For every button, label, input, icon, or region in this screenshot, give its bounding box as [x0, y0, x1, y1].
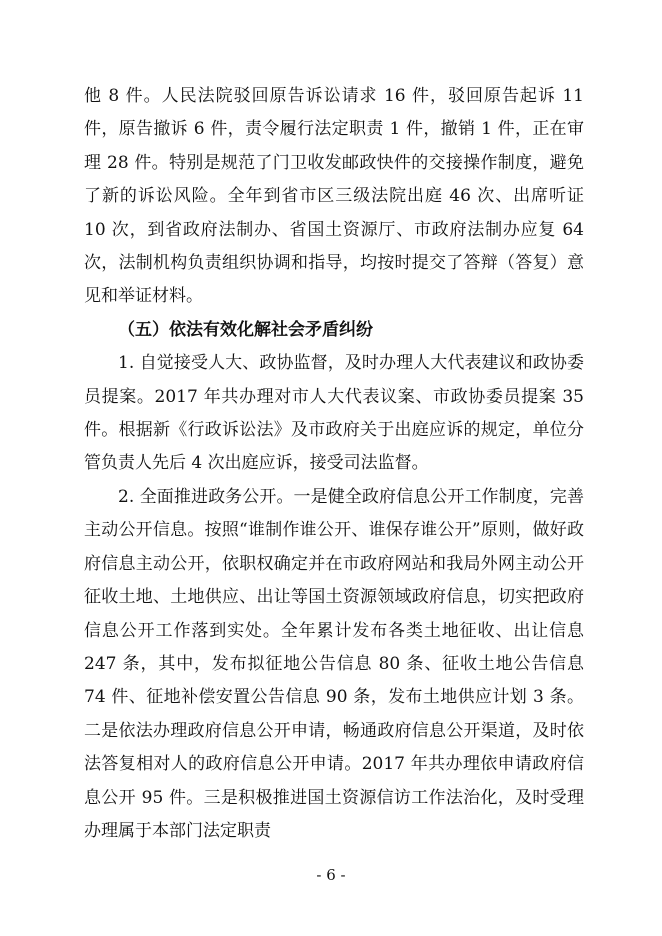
page-number: - 6 - [316, 866, 346, 884]
section-heading: （五）依法有效化解社会矛盾纠纷 [118, 319, 373, 340]
paragraph-item-1: 1. 自觉接受人大、政协监督，及时办理人大代表建议和政协委员提案。2017 年共办理对市人大代表议案、市政协委员提案 35 件。根据新《行政诉讼法》及市政府关于出庭应诉的规定，单位分管负责人先后 4 次出庭应诉，接受司法监督。 [84, 353, 584, 474]
paragraph-item-2: 2. 全面推进政务公开。一是健全政府信息公开工作制度，完善主动公开信息。按照“谁制作谁公开、谁保存谁公开”原则，做好政府信息主动公开，依职权确定并在市政府网站和我局外网主动公开征收土地、土地供应、出让等国土资源领域政府信息，切实把政府信息公开工作落到实处。全年累计发布各类土地征收、出让信息 247 条，其中，发布拟征地公告信息 80 条、征收土地公告信息 74 件、征地补偿安置公告信息 90 条，发布土地供应计划 3 条。二是依法办理政府信息公开申请，畅通政府信息公开渠道，及时依法答复相对人的政府信息公开申请。2017 年共办理依申请政府信息公开 95 件。三是积极推进国土资源信访工作法治化，及时受理办理属于本部门法定职责 [84, 486, 584, 841]
body-text [84, 80, 584, 848]
paragraph-continuation: 他 8 件。人民法院驳回原告诉讼请求 16 件，驳回原告起诉 11 件，原告撤诉 6 件，责令履行法定职责 1 件，撤销 1 件，正在审理 28 件。特别是规范了门卫收发邮政快件的交接操作制度，避免了新的诉讼风险。全年到省市区三级法院出庭 46 次、出席听证 10 次，到省政府法制办、省国土资源厅、市政府法制办应复 64 次，法制机构负责组织协调和指导，均按时提交了答辩（答复）意见和举证材料。 [84, 86, 584, 307]
